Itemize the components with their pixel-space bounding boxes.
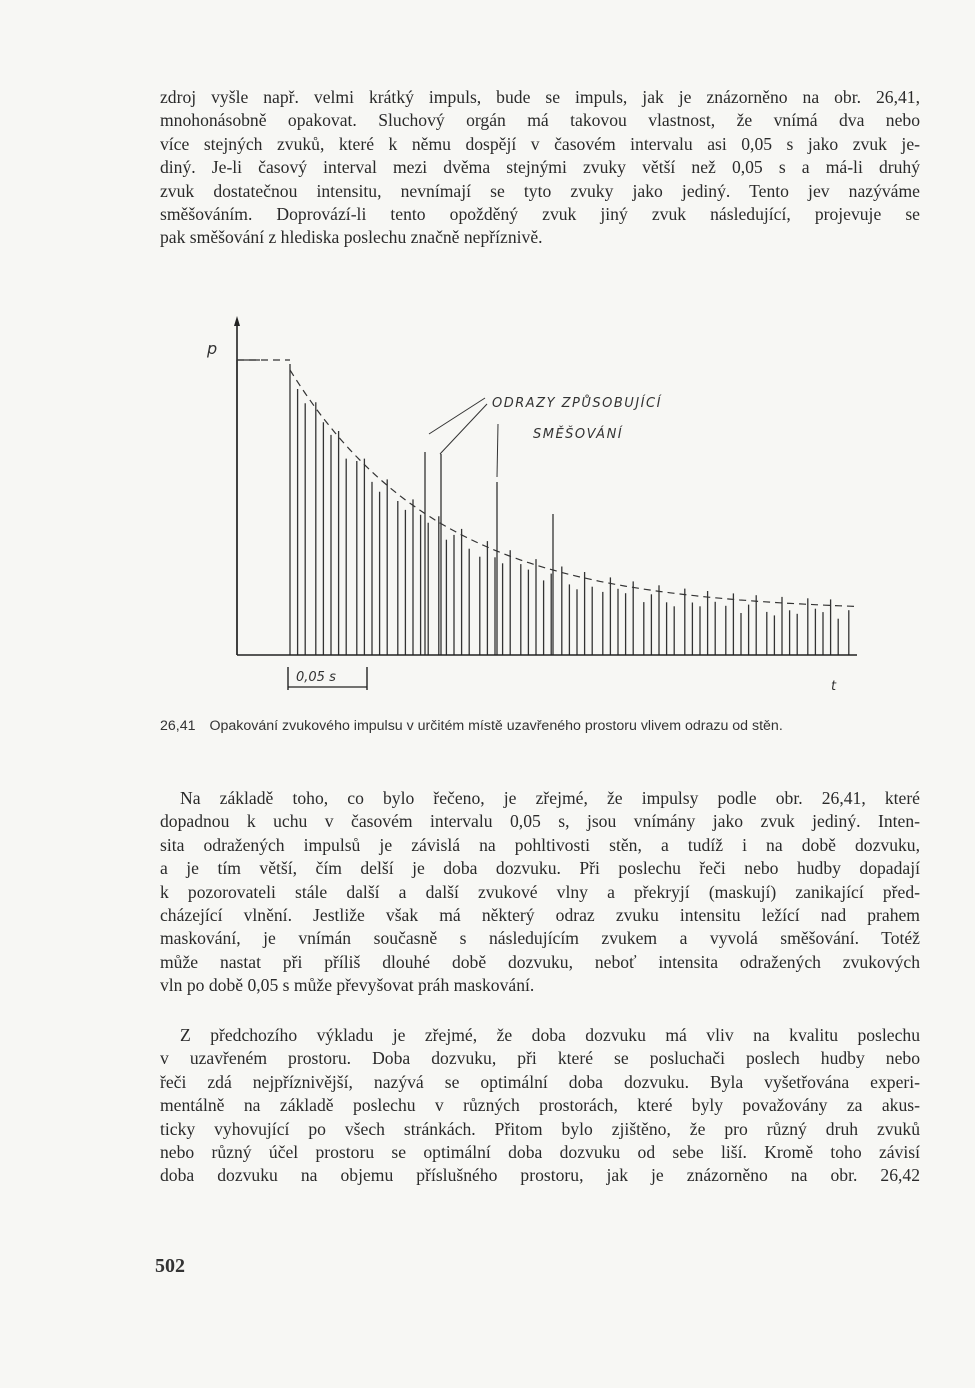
- annotation-line-2: SMĚŠOVÁNÍ: [533, 427, 624, 442]
- text-line: zvuk dostatečnou intensitu, nevnímají se tyto zvuky jako jediný. Tento jev nazýváme: [160, 180, 920, 201]
- figure-26-41: [195, 312, 875, 702]
- annotation-line-1: ODRAZY ZPŮSOBUJÍCÍ: [492, 396, 662, 411]
- text-line: cházející vlnění. Jestliže však má některý odraz zvuku intensitu ležící nad prahem: [160, 905, 920, 926]
- text-line: mentálně na základě poslechu v různých prostorách, které byly považovány za akus-: [160, 1095, 920, 1116]
- text-line: Z předchozího výkladu je zřejmé, že doba dozvuku má vliv na kvalitu poslechu: [180, 1025, 920, 1045]
- y-axis-arrow: [234, 316, 240, 326]
- caption-text: Opakování zvukového impulsu v určitém místě uzavřeného prostoru vlivem odrazu od stěn.: [209, 718, 783, 734]
- text-line: maskování, je vnímán současně s následujícím zvukem a vyvolá směšování. Totéž: [160, 928, 920, 949]
- text-line: řeči zdá nejpříznivější, nazývá se optimální doba dozvuku. Byla vyšetřována experi-: [160, 1071, 920, 1092]
- text-line: více stejných zvuků, které k němu dospějí v časovém intervalu asi 0,05 s jako zvuk je-: [160, 133, 920, 154]
- text-line: k pozorovateli stále další a další zvukové vlny a překryjí (maskují) zanikající před-: [160, 881, 920, 902]
- text-line: pak směšování z hlediska poslechu značně nepříznivě.: [160, 227, 543, 248]
- text-line: dopadnou k uchu v časovém intervalu 0,05 s, jsou vnímány jako zvuk jediný. Inten-: [160, 811, 920, 832]
- figure-caption: [160, 718, 920, 734]
- text-line: nebo různý účel prostoru se optimální doba dozvuku od sebe liší. Kromě toho závisí: [160, 1142, 920, 1163]
- text-line: Na základě toho, co bylo řečeno, je zřejmé, že impulsy podle obr. 26,41, které: [180, 788, 920, 808]
- text-line: doba dozvuku na objemu příslušného prostoru, jak je znázorněno na obr. 26,42: [160, 1165, 920, 1186]
- text-line: sita odražených impulsů je závislá na pohltivosti stěn, a tudíž i na době dozvuku,: [160, 834, 920, 855]
- paragraph-2: [160, 787, 920, 998]
- annotation-pointer: [497, 424, 498, 477]
- text-line: diný. Je-li časový interval mezi dvěma stejnými zvuky větší než 0,05 s a má-li druhý: [160, 157, 920, 178]
- caption-number: 26,41: [160, 718, 196, 734]
- text-line: a je tím větší, čím delší je doba dozvuku. Při poslechu řeči nebo hudby dopadají: [160, 858, 920, 879]
- annotation-pointer: [429, 398, 485, 434]
- x-axis-label: t: [831, 679, 837, 694]
- page-number: 502: [155, 1255, 185, 1277]
- text-line: zdroj vyšle např. velmi krátký impuls, bude se impuls, jak je znázorněno na obr. 26,41,: [160, 87, 920, 107]
- paragraph-3: [160, 1024, 920, 1188]
- paragraph-1: [160, 86, 920, 250]
- text-line: směšováním. Doprovází-li tento opožděný zvuk jiný zvuk následující, projevuje se: [160, 204, 920, 225]
- text-line: mnohonásobně opakovat. Sluchový orgán má takovou vlastnost, že vnímá dva nebo: [160, 110, 920, 131]
- y-axis-label: p: [207, 339, 218, 358]
- text-line: v uzavřeném prostoru. Doba dozvuku, při které se posluchači poslech hudby nebo: [160, 1048, 920, 1069]
- text-line: ticky vyhovující po všech stránkách. Přitom bylo zjištěno, že pro různý druh zvuků: [160, 1118, 920, 1139]
- interval-label: 0,05 s: [296, 670, 336, 685]
- impulse-diagram: [195, 312, 875, 702]
- text-line: vln po době 0,05 s může převyšovat práh maskování.: [160, 975, 535, 996]
- text-line: může nastat při příliš dlouhé době dozvuku, neboť intensita odražených zvukových: [160, 951, 920, 972]
